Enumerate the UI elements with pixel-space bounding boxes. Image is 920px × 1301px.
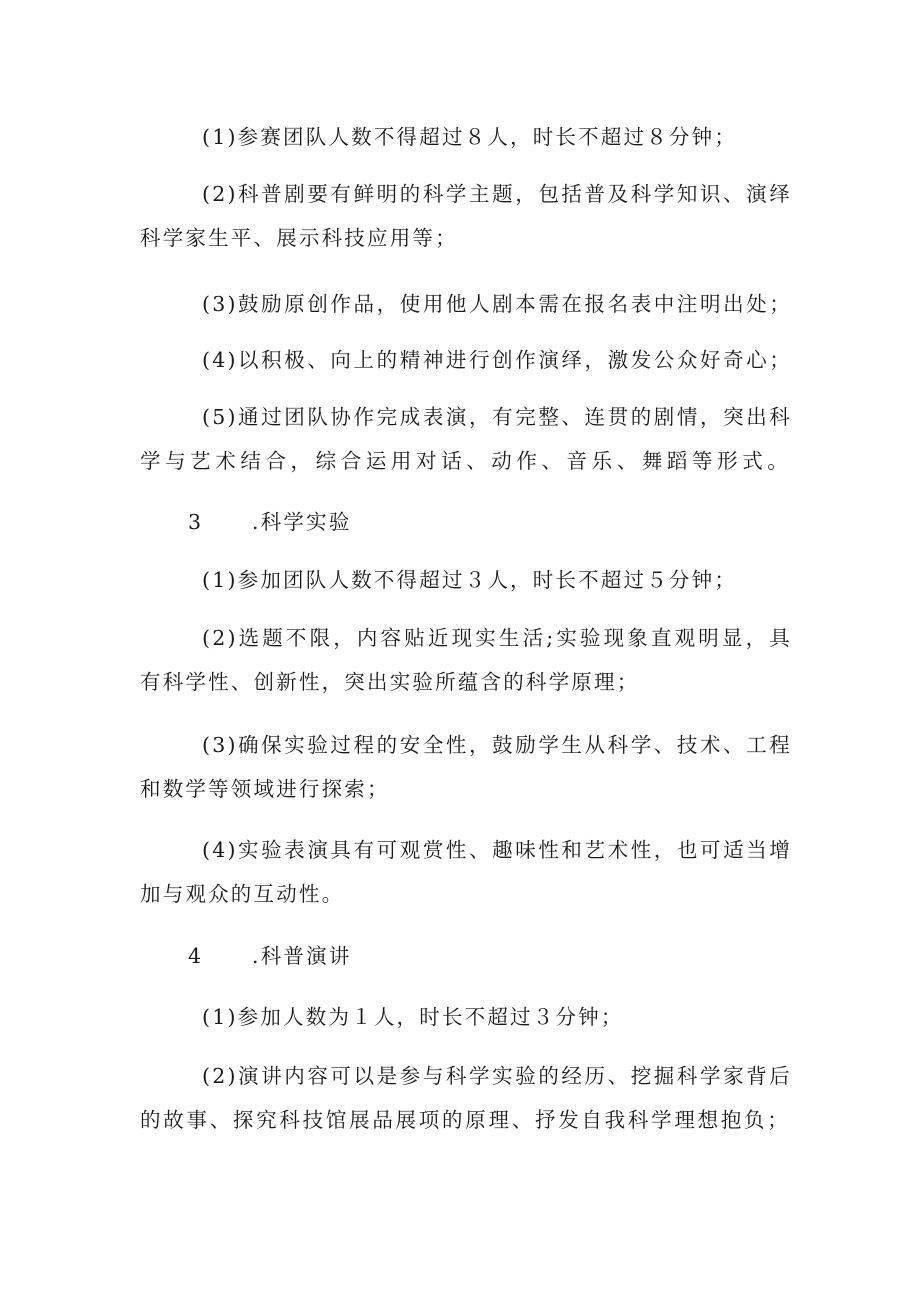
paragraph-line: (2)演讲内容可以是参与科学实验的经历、挖掘科学家背后 bbox=[202, 1064, 792, 1088]
section-heading-number: 3 bbox=[188, 510, 202, 534]
section-heading-title: .科学实验 bbox=[252, 510, 352, 534]
paragraph-line: 和数学等领域进行探索； bbox=[140, 777, 390, 801]
paragraph-line: (4)以积极、向上的精神进行创作演绎，激发公众好奇心； bbox=[202, 348, 792, 372]
paragraph-line: 有科学性、创新性，突出实验所蕴含的科学原理； bbox=[140, 670, 640, 694]
paragraph-line: (5)通过团队协作完成表演，有完整、连贯的剧情，突出科 bbox=[202, 405, 792, 429]
section-heading-title: .科普演讲 bbox=[252, 944, 352, 968]
paragraph-line: (3)确保实验过程的安全性，鼓励学生从科学、技术、工程 bbox=[202, 733, 792, 757]
paragraph-line: (1)参加团队人数不得超过３人，时长不超过５分钟； bbox=[202, 568, 738, 592]
paragraph-line: (1)参赛团队人数不得超过８人，时长不超过８分钟； bbox=[202, 125, 738, 149]
paragraph-line: (1)参加人数为１人，时长不超过３分钟； bbox=[202, 1005, 624, 1029]
paragraph-line: 科学家生平、展示科技应用等； bbox=[140, 226, 458, 250]
paragraph-line: (3)鼓励原创作品，使用他人剧本需在报名表中注明出处； bbox=[202, 292, 792, 316]
paragraph-line: 学与艺术结合，综合运用对话、动作、音乐、舞蹈等形式。 bbox=[140, 449, 790, 473]
paragraph-line: (2)选题不限，内容贴近现实生活;实验现象直观明显，具 bbox=[202, 626, 792, 650]
paragraph-line: 的故事、探究科技馆展品展项的原理、抒发自我科学理想抱负； bbox=[140, 1108, 790, 1132]
paragraph-line: (4)实验表演具有可观赏性、趣味性和艺术性，也可适当增 bbox=[202, 838, 792, 862]
section-heading-number: 4 bbox=[188, 944, 202, 968]
paragraph-line: (2)科普剧要有鲜明的科学主题，包括普及科学知识、演绎 bbox=[202, 182, 792, 206]
paragraph-line: 加与观众的互动性。 bbox=[140, 882, 345, 906]
